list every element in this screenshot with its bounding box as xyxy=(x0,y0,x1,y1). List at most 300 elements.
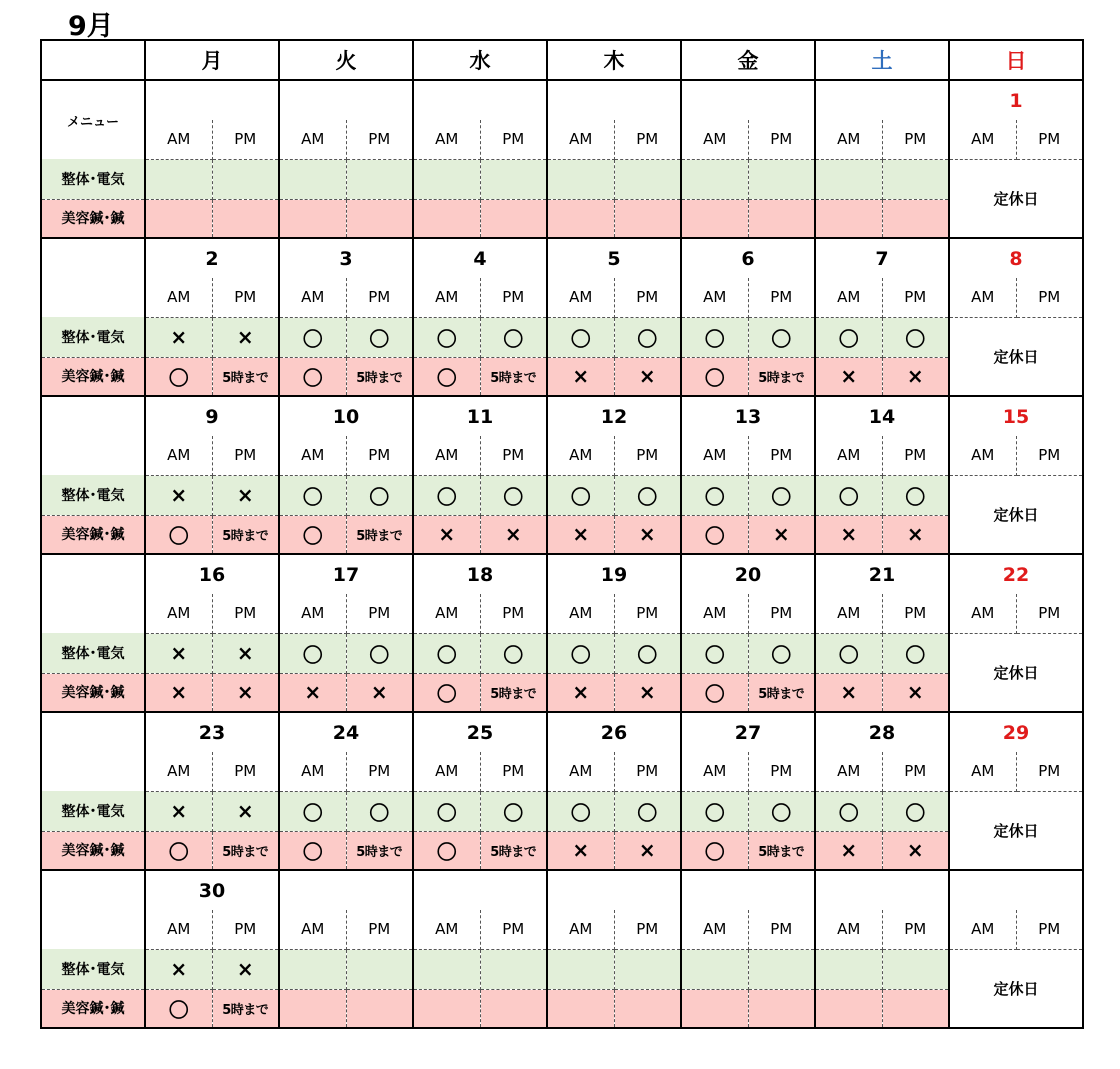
am-label: AM xyxy=(815,910,882,949)
week-5-day-row xyxy=(41,870,1083,910)
closed-day-label: 定休日 xyxy=(949,317,1083,396)
am-label: AM xyxy=(815,594,882,633)
pm-availability: 5時まで xyxy=(212,989,279,1028)
pm-label: PM xyxy=(614,594,681,633)
month-title: 9月 xyxy=(68,11,114,42)
am-availability xyxy=(681,199,748,238)
weekday-3: 木 xyxy=(547,40,681,80)
am-label: AM xyxy=(145,910,212,949)
pm-label: PM xyxy=(748,910,815,949)
am-availability: 〇 xyxy=(815,791,882,831)
week-2-service2-row xyxy=(41,515,1083,554)
am-availability: 〇 xyxy=(145,989,212,1028)
am-label: AM xyxy=(145,120,212,159)
pm-availability: 5時まで xyxy=(748,357,815,396)
weekday-6: 日 xyxy=(949,40,1083,80)
am-availability: 〇 xyxy=(547,633,614,673)
am-availability: 〇 xyxy=(279,633,346,673)
pm-label: PM xyxy=(1016,910,1083,949)
week-5-service1-row xyxy=(41,949,1083,989)
weekday-4: 金 xyxy=(681,40,815,80)
day-number xyxy=(681,870,815,910)
pm-label: PM xyxy=(1016,752,1083,791)
pm-label: PM xyxy=(748,436,815,475)
am-availability: 〇 xyxy=(681,831,748,870)
week-1-day-row xyxy=(41,238,1083,278)
pm-availability xyxy=(480,199,547,238)
am-label: AM xyxy=(681,120,748,159)
week-4-service2-row xyxy=(41,831,1083,870)
pm-availability xyxy=(882,199,949,238)
pm-availability: 〇 xyxy=(480,633,547,673)
pm-availability: 〇 xyxy=(346,633,413,673)
am-availability xyxy=(815,159,882,199)
am-availability: × xyxy=(279,673,346,712)
pm-availability: × xyxy=(346,673,413,712)
am-label: AM xyxy=(413,752,480,791)
am-availability: 〇 xyxy=(145,357,212,396)
am-label: AM xyxy=(413,594,480,633)
am-label: AM xyxy=(949,594,1016,633)
am-availability: 〇 xyxy=(279,357,346,396)
am-availability xyxy=(145,159,212,199)
am-label: AM xyxy=(681,752,748,791)
week-3-ampm-row xyxy=(41,594,1083,633)
pm-availability: 〇 xyxy=(748,475,815,515)
am-availability: 〇 xyxy=(413,633,480,673)
pm-label: PM xyxy=(1016,594,1083,633)
pm-label: PM xyxy=(480,910,547,949)
closed-day-label: 定休日 xyxy=(949,633,1083,712)
am-availability: × xyxy=(815,357,882,396)
pm-availability: × xyxy=(614,357,681,396)
pm-availability: 5時まで xyxy=(748,673,815,712)
week-3-service1-row xyxy=(41,633,1083,673)
am-availability: × xyxy=(145,317,212,357)
pm-availability: × xyxy=(480,515,547,554)
am-availability: × xyxy=(547,515,614,554)
am-availability: × xyxy=(145,475,212,515)
day-number: 7 xyxy=(815,238,949,278)
am-label: AM xyxy=(413,436,480,475)
pm-label: PM xyxy=(346,436,413,475)
pm-availability: × xyxy=(882,357,949,396)
service-label: 美容鍼･鍼 xyxy=(41,673,145,712)
pm-availability xyxy=(748,199,815,238)
pm-label: PM xyxy=(212,120,279,159)
day-number: 30 xyxy=(145,870,279,910)
pm-label: PM xyxy=(1016,436,1083,475)
pm-availability xyxy=(480,949,547,989)
weekday-2: 水 xyxy=(413,40,547,80)
pm-availability: 5時まで xyxy=(346,357,413,396)
week-1-service2-row xyxy=(41,357,1083,396)
pm-availability: 5時まで xyxy=(748,831,815,870)
day-number xyxy=(547,870,681,910)
day-number: 29 xyxy=(949,712,1083,752)
am-availability: 〇 xyxy=(547,317,614,357)
week-2-service1-row xyxy=(41,475,1083,515)
pm-label: PM xyxy=(346,120,413,159)
am-label: AM xyxy=(949,752,1016,791)
day-number: 14 xyxy=(815,396,949,436)
pm-label: PM xyxy=(480,752,547,791)
am-label: AM xyxy=(681,594,748,633)
day-number: 26 xyxy=(547,712,681,752)
week-3-service2-row xyxy=(41,673,1083,712)
am-availability: 〇 xyxy=(279,317,346,357)
am-availability xyxy=(547,989,614,1028)
day-number: 10 xyxy=(279,396,413,436)
service-label: 整体･電気 xyxy=(41,791,145,831)
pm-availability: 5時まで xyxy=(480,673,547,712)
pm-availability: × xyxy=(614,831,681,870)
week-4-ampm-row xyxy=(41,752,1083,791)
am-label: AM xyxy=(681,436,748,475)
pm-availability xyxy=(480,989,547,1028)
pm-availability: 5時まで xyxy=(480,831,547,870)
pm-availability: 5時まで xyxy=(212,515,279,554)
am-availability: 〇 xyxy=(145,515,212,554)
pm-label: PM xyxy=(212,910,279,949)
pm-label: PM xyxy=(882,278,949,317)
pm-availability: 〇 xyxy=(346,317,413,357)
week-2-ampm-row xyxy=(41,436,1083,475)
pm-label: PM xyxy=(748,278,815,317)
pm-availability xyxy=(614,199,681,238)
am-availability: 〇 xyxy=(815,317,882,357)
pm-label: PM xyxy=(748,594,815,633)
pm-availability: 〇 xyxy=(882,475,949,515)
am-availability xyxy=(547,199,614,238)
am-availability xyxy=(681,949,748,989)
am-availability xyxy=(413,989,480,1028)
weekday-header-row xyxy=(41,40,1083,80)
week-5-service2-row xyxy=(41,989,1083,1028)
pm-label: PM xyxy=(614,120,681,159)
am-availability xyxy=(413,199,480,238)
pm-availability: 〇 xyxy=(480,317,547,357)
pm-availability xyxy=(212,159,279,199)
am-label: AM xyxy=(949,436,1016,475)
am-availability: × xyxy=(145,791,212,831)
am-availability: × xyxy=(815,515,882,554)
day-number xyxy=(681,80,815,120)
am-availability xyxy=(279,159,346,199)
am-label: AM xyxy=(815,752,882,791)
week-3-day-row xyxy=(41,554,1083,594)
day-number: 17 xyxy=(279,554,413,594)
am-label: AM xyxy=(279,278,346,317)
pm-availability xyxy=(614,159,681,199)
am-availability xyxy=(413,949,480,989)
pm-availability xyxy=(212,199,279,238)
pm-label: PM xyxy=(346,594,413,633)
am-label: AM xyxy=(547,594,614,633)
week-4-day-row xyxy=(41,712,1083,752)
day-number: 9 xyxy=(145,396,279,436)
day-number xyxy=(279,80,413,120)
am-availability: 〇 xyxy=(413,791,480,831)
day-number: 22 xyxy=(949,554,1083,594)
am-availability: 〇 xyxy=(681,357,748,396)
am-availability: 〇 xyxy=(681,673,748,712)
day-number: 1 xyxy=(949,80,1083,120)
am-availability: 〇 xyxy=(681,515,748,554)
pm-availability: 〇 xyxy=(882,791,949,831)
am-availability: 〇 xyxy=(547,791,614,831)
week-label-cell xyxy=(41,554,145,633)
am-availability: 〇 xyxy=(413,475,480,515)
pm-label: PM xyxy=(1016,278,1083,317)
pm-availability: × xyxy=(614,673,681,712)
am-label: AM xyxy=(547,278,614,317)
pm-label: PM xyxy=(882,752,949,791)
weekday-0: 月 xyxy=(145,40,279,80)
pm-label: PM xyxy=(614,752,681,791)
am-availability xyxy=(681,159,748,199)
day-number: 18 xyxy=(413,554,547,594)
pm-availability xyxy=(480,159,547,199)
pm-availability: × xyxy=(882,831,949,870)
pm-availability: × xyxy=(212,475,279,515)
pm-availability: 〇 xyxy=(480,791,547,831)
day-number: 2 xyxy=(145,238,279,278)
day-number: 25 xyxy=(413,712,547,752)
pm-label: PM xyxy=(748,120,815,159)
am-availability: × xyxy=(145,949,212,989)
service-label: 美容鍼･鍼 xyxy=(41,515,145,554)
pm-availability: × xyxy=(212,949,279,989)
day-number: 3 xyxy=(279,238,413,278)
am-availability: 〇 xyxy=(815,633,882,673)
pm-availability: 〇 xyxy=(614,633,681,673)
am-availability xyxy=(279,199,346,238)
day-number xyxy=(815,80,949,120)
pm-availability: × xyxy=(212,673,279,712)
day-number: 28 xyxy=(815,712,949,752)
week-1-service1-row xyxy=(41,317,1083,357)
day-number: 8 xyxy=(949,238,1083,278)
menu-label: メニュー xyxy=(41,80,145,159)
service-label: 整体･電気 xyxy=(41,633,145,673)
pm-availability: 〇 xyxy=(748,317,815,357)
pm-label: PM xyxy=(882,120,949,159)
pm-label: PM xyxy=(212,278,279,317)
am-label: AM xyxy=(279,910,346,949)
am-availability: 〇 xyxy=(279,475,346,515)
day-number: 19 xyxy=(547,554,681,594)
day-number: 20 xyxy=(681,554,815,594)
am-label: AM xyxy=(279,594,346,633)
am-availability xyxy=(279,989,346,1028)
am-label: AM xyxy=(949,278,1016,317)
am-label: AM xyxy=(547,120,614,159)
am-availability: × xyxy=(815,673,882,712)
am-availability: × xyxy=(547,357,614,396)
am-label: AM xyxy=(949,910,1016,949)
am-availability: 〇 xyxy=(681,317,748,357)
am-availability: 〇 xyxy=(681,633,748,673)
week-0-ampm-row xyxy=(41,120,1083,159)
day-number xyxy=(279,870,413,910)
pm-availability xyxy=(614,949,681,989)
day-number: 12 xyxy=(547,396,681,436)
pm-label: PM xyxy=(882,436,949,475)
am-availability: 〇 xyxy=(279,515,346,554)
day-number xyxy=(413,80,547,120)
am-label: AM xyxy=(547,752,614,791)
pm-availability: 〇 xyxy=(882,633,949,673)
pm-label: PM xyxy=(614,436,681,475)
pm-availability xyxy=(346,949,413,989)
service-label: 美容鍼･鍼 xyxy=(41,357,145,396)
week-0-service1-row xyxy=(41,159,1083,199)
am-availability xyxy=(279,949,346,989)
am-label: AM xyxy=(145,752,212,791)
pm-label: PM xyxy=(212,752,279,791)
am-availability: 〇 xyxy=(681,475,748,515)
pm-label: PM xyxy=(480,436,547,475)
am-availability: 〇 xyxy=(279,791,346,831)
closed-day-label: 定休日 xyxy=(949,159,1083,238)
am-availability: × xyxy=(547,831,614,870)
pm-availability: 5時まで xyxy=(346,515,413,554)
day-number: 23 xyxy=(145,712,279,752)
service-label: 美容鍼･鍼 xyxy=(41,199,145,238)
pm-availability: 〇 xyxy=(614,475,681,515)
am-availability xyxy=(145,199,212,238)
am-label: AM xyxy=(681,278,748,317)
am-availability xyxy=(413,159,480,199)
week-label-cell xyxy=(41,712,145,791)
day-number xyxy=(145,80,279,120)
am-availability xyxy=(547,159,614,199)
pm-availability: 5時まで xyxy=(212,831,279,870)
pm-label: PM xyxy=(882,910,949,949)
pm-availability: 〇 xyxy=(748,633,815,673)
am-availability: × xyxy=(547,673,614,712)
pm-label: PM xyxy=(346,752,413,791)
day-number: 24 xyxy=(279,712,413,752)
am-label: AM xyxy=(547,910,614,949)
day-number: 5 xyxy=(547,238,681,278)
pm-label: PM xyxy=(480,278,547,317)
pm-availability xyxy=(346,199,413,238)
week-label-cell xyxy=(41,396,145,475)
pm-availability: 5時まで xyxy=(212,357,279,396)
pm-availability: × xyxy=(882,515,949,554)
am-availability xyxy=(815,949,882,989)
service-label: 整体･電気 xyxy=(41,159,145,199)
am-label: AM xyxy=(547,436,614,475)
pm-availability xyxy=(748,949,815,989)
week-5-ampm-row xyxy=(41,910,1083,949)
service-label: 整体･電気 xyxy=(41,317,145,357)
weekday-5: 土 xyxy=(815,40,949,80)
pm-availability xyxy=(614,989,681,1028)
am-availability xyxy=(681,989,748,1028)
pm-availability: × xyxy=(748,515,815,554)
am-availability xyxy=(815,989,882,1028)
pm-label: PM xyxy=(614,910,681,949)
service-label: 美容鍼･鍼 xyxy=(41,831,145,870)
am-availability: 〇 xyxy=(413,357,480,396)
am-label: AM xyxy=(279,752,346,791)
week-label-cell xyxy=(41,238,145,317)
pm-label: PM xyxy=(614,278,681,317)
day-number xyxy=(413,870,547,910)
pm-availability: 〇 xyxy=(882,317,949,357)
day-number xyxy=(815,870,949,910)
pm-label: PM xyxy=(882,594,949,633)
service-label: 整体･電気 xyxy=(41,949,145,989)
service-label: 美容鍼･鍼 xyxy=(41,989,145,1028)
closed-day-label: 定休日 xyxy=(949,949,1083,1028)
day-number: 21 xyxy=(815,554,949,594)
pm-label: PM xyxy=(346,278,413,317)
am-label: AM xyxy=(681,910,748,949)
am-availability: 〇 xyxy=(413,673,480,712)
am-availability: 〇 xyxy=(279,831,346,870)
pm-availability: × xyxy=(212,317,279,357)
day-number: 15 xyxy=(949,396,1083,436)
pm-availability xyxy=(346,989,413,1028)
am-availability xyxy=(815,199,882,238)
pm-availability xyxy=(882,989,949,1028)
closed-day-label: 定休日 xyxy=(949,791,1083,870)
day-number: 4 xyxy=(413,238,547,278)
pm-availability: 〇 xyxy=(748,791,815,831)
am-label: AM xyxy=(145,594,212,633)
am-availability: × xyxy=(815,831,882,870)
am-availability: 〇 xyxy=(413,317,480,357)
am-availability: 〇 xyxy=(145,831,212,870)
week-4-service1-row xyxy=(41,791,1083,831)
service-label: 整体･電気 xyxy=(41,475,145,515)
pm-label: PM xyxy=(480,120,547,159)
pm-availability: 〇 xyxy=(480,475,547,515)
pm-availability: × xyxy=(212,791,279,831)
am-label: AM xyxy=(949,120,1016,159)
header-corner xyxy=(41,40,145,80)
pm-label: PM xyxy=(1016,120,1083,159)
pm-availability xyxy=(882,949,949,989)
day-number xyxy=(547,80,681,120)
am-label: AM xyxy=(413,910,480,949)
am-label: AM xyxy=(815,278,882,317)
day-number: 11 xyxy=(413,396,547,436)
am-label: AM xyxy=(815,436,882,475)
pm-availability: × xyxy=(212,633,279,673)
day-number: 6 xyxy=(681,238,815,278)
am-label: AM xyxy=(279,436,346,475)
am-availability: × xyxy=(145,633,212,673)
am-label: AM xyxy=(145,278,212,317)
am-availability xyxy=(547,949,614,989)
pm-availability: × xyxy=(882,673,949,712)
am-label: AM xyxy=(413,120,480,159)
am-label: AM xyxy=(145,436,212,475)
pm-availability: 〇 xyxy=(614,791,681,831)
pm-availability xyxy=(748,989,815,1028)
pm-availability xyxy=(748,159,815,199)
pm-availability xyxy=(882,159,949,199)
pm-label: PM xyxy=(212,436,279,475)
day-number: 13 xyxy=(681,396,815,436)
weekday-1: 火 xyxy=(279,40,413,80)
pm-label: PM xyxy=(212,594,279,633)
